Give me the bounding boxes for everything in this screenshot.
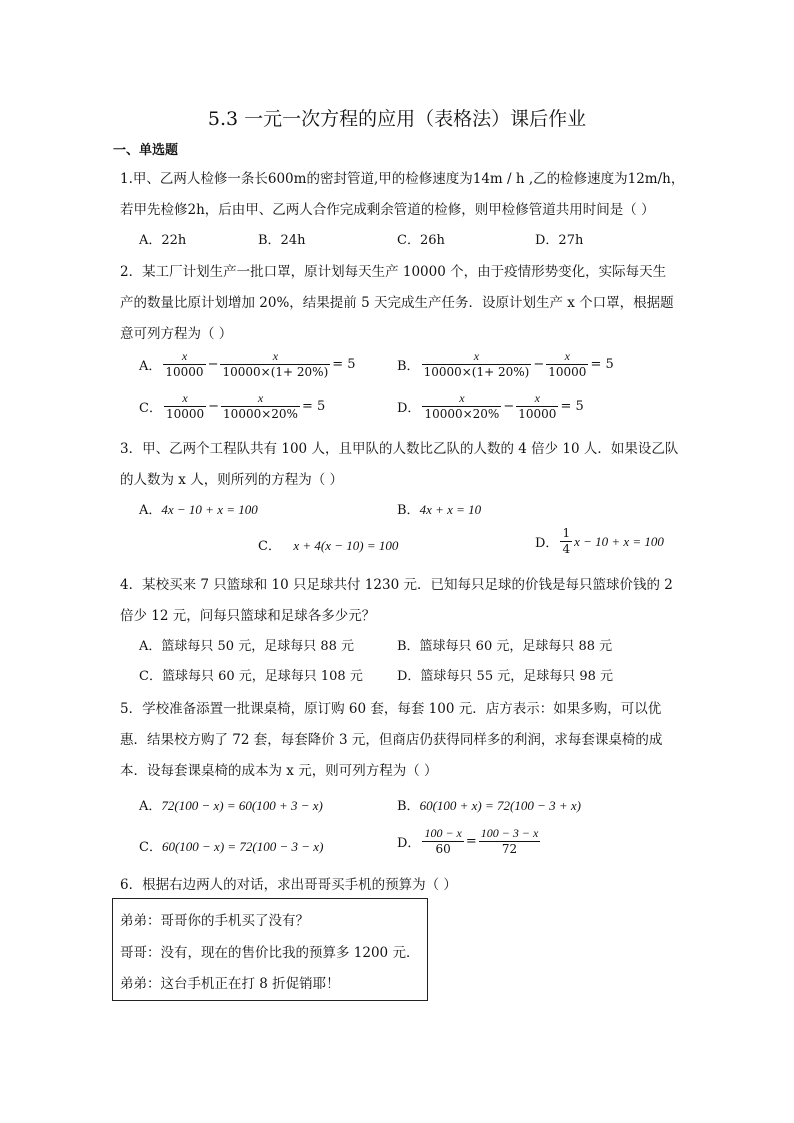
q3-stem-line2: 的人数为 x 人，则所列的方程为（ ） bbox=[120, 472, 343, 488]
q5-option-d bbox=[397, 827, 542, 856]
equation: 60(100 + x) = 72(100 − 3 + x) bbox=[419, 798, 582, 813]
fraction: $\frac{x}{10000}$ bbox=[165, 391, 205, 421]
q1-option-a: A．22h bbox=[139, 233, 187, 248]
dialog-box bbox=[112, 898, 428, 1001]
fraction: $\frac{100 - x}{60}$ bbox=[424, 826, 462, 856]
page-title: 5.3 一元一次方程的应用（表格法）课后作业 bbox=[207, 108, 587, 130]
option-label: D． bbox=[535, 536, 559, 551]
q1-option-b: B．24h bbox=[258, 233, 306, 248]
q3-stem-line1: 3．甲、乙两个工程队共有 100 人，且甲队的人数比乙队的人数的 4 倍少 10 人．如果设乙队 bbox=[120, 441, 679, 457]
fraction: $\frac{100 - 3 - x}{72}$ bbox=[480, 826, 539, 856]
option-label: C． bbox=[139, 401, 162, 416]
minus-sign: − bbox=[533, 357, 545, 372]
equals-five: = 5 bbox=[301, 399, 326, 414]
q5-stem-line2: 惠．结果校方购了 72 套，每套降价 3 元，但商店仍获得同样多的利润，求每套课桌椅的成 bbox=[120, 732, 663, 748]
q5-stem-line1: 5．学校准备添置一批课桌椅，原订购 60 套，每套 100 元．店方表示：如果多购，可以优 bbox=[120, 701, 662, 717]
q4-option-d: D．篮球每只 55 元，足球每只 98 元 bbox=[397, 669, 614, 684]
option-label: C． bbox=[139, 840, 162, 855]
q5-stem-line3: 本．设每套课桌椅的成本为 x 元，则可列方程为（ ） bbox=[120, 763, 438, 779]
minus-sign: − bbox=[503, 399, 515, 414]
q2-option-b bbox=[397, 350, 614, 379]
q2-option-a bbox=[139, 350, 356, 379]
q4-option-c: C．篮球每只 60 元，足球每只 108 元 bbox=[139, 669, 363, 684]
q5-option-c bbox=[139, 836, 323, 855]
q1-option-d: D．27h bbox=[535, 233, 584, 248]
q5-option-b bbox=[397, 795, 581, 814]
fraction: $\frac{x}{10000}$ bbox=[548, 349, 587, 379]
option-label: D． bbox=[397, 836, 421, 851]
q4-stem-line2: 倍少 12 元，问每只篮球和足球各多少元？ bbox=[120, 608, 376, 624]
fraction: $\frac{x}{10000}$ bbox=[165, 349, 204, 379]
q4-option-b: B．篮球每只 60 元，足球每只 88 元 bbox=[397, 639, 613, 654]
equals-sign: = bbox=[465, 834, 477, 849]
fraction: $\frac{1}{4}$ bbox=[562, 526, 571, 556]
q2-stem-line3: 意可列方程为（ ） bbox=[120, 326, 233, 342]
fraction: $\frac{x}{10000}$ bbox=[518, 391, 557, 421]
q3-option-d bbox=[535, 527, 664, 556]
section-heading: 一、单选题 bbox=[113, 143, 179, 158]
equation: 4x − 10 + x = 100 bbox=[161, 502, 258, 517]
q1-stem-line1: 1.甲、乙两人检修一条长600m的密封管道,甲的检修速度为14m / h ,乙的检修速度为12m/h， bbox=[120, 171, 685, 187]
option-label: D． bbox=[397, 401, 421, 416]
equation: 4x + x = 10 bbox=[419, 502, 482, 517]
option-label: B． bbox=[397, 799, 420, 814]
minus-sign: − bbox=[208, 399, 220, 414]
q3-option-a bbox=[139, 499, 258, 518]
option-label: A． bbox=[139, 799, 162, 814]
equals-five: = 5 bbox=[560, 399, 584, 414]
equation: 60(100 − x) = 72(100 − 3 − x) bbox=[161, 839, 324, 854]
option-label: B． bbox=[397, 503, 420, 518]
fraction: $\frac{x}{10000\times(1+ 20\%)}$ bbox=[423, 349, 530, 379]
fraction: $\frac{x}{10000\times 20\%}$ bbox=[424, 391, 500, 421]
dialog-line-2: 哥哥：没有，现在的售价比我的预算多 1200 元． bbox=[120, 945, 420, 961]
q5-option-a bbox=[139, 795, 323, 814]
q4-stem-line1: 4．某校买来 7 只篮球和 10 只足球共付 1230 元．已知每只足球的价钱是每只篮球价钱的 2 bbox=[120, 577, 673, 593]
q1-stem-line2: 若甲先检修2h，后由甲、乙两人合作完成剩余管道的检修，则甲检修管道共用时间是（ ） bbox=[120, 202, 655, 218]
equation: x + 4(x − 10) = 100 bbox=[293, 538, 399, 553]
q2-stem-line2: 产的数量比原计划增加 20%，结果提前 5 天完成生产任务．设原计划生产 x 个口罩，根据题 bbox=[120, 295, 674, 311]
q2-stem-line1: 2．某工厂计划生产一批口罩，原计划每天生产 10000 个，由于疫情形势变化，实际每天生 bbox=[120, 264, 667, 280]
equals-five: = 5 bbox=[590, 357, 614, 372]
dialog-line-1: 弟弟：哥哥你的手机买了没有？ bbox=[120, 913, 309, 929]
equation: 72(100 − x) = 60(100 + 3 − x) bbox=[161, 798, 323, 813]
option-label: A． bbox=[139, 503, 162, 518]
equation: x − 10 + x = 100 bbox=[574, 533, 664, 549]
q2-option-d bbox=[397, 392, 584, 421]
q4-option-a: A．篮球每只 50 元，足球每只 88 元 bbox=[139, 639, 355, 654]
option-label: C． bbox=[258, 539, 281, 554]
fraction: $\frac{x}{10000\times(1+ 20\%)}$ bbox=[222, 349, 329, 379]
q3-option-c bbox=[258, 535, 398, 554]
q3-option-b bbox=[397, 499, 481, 518]
q6-stem-line1: 6．根据右边两人的对话，求出哥哥买手机的预算为（ ） bbox=[120, 877, 457, 893]
minus-sign: − bbox=[207, 357, 219, 372]
option-label: A． bbox=[139, 359, 162, 374]
equals-five: = 5 bbox=[332, 357, 356, 372]
q2-option-c bbox=[139, 392, 325, 421]
q1-option-c: C．26h bbox=[397, 233, 445, 248]
dialog-line-3: 弟弟：这台手机正在打 8 折促销耶！ bbox=[120, 976, 340, 992]
fraction: $\frac{x}{10000\times 20\%}$ bbox=[223, 391, 298, 421]
option-label: B． bbox=[397, 359, 420, 374]
